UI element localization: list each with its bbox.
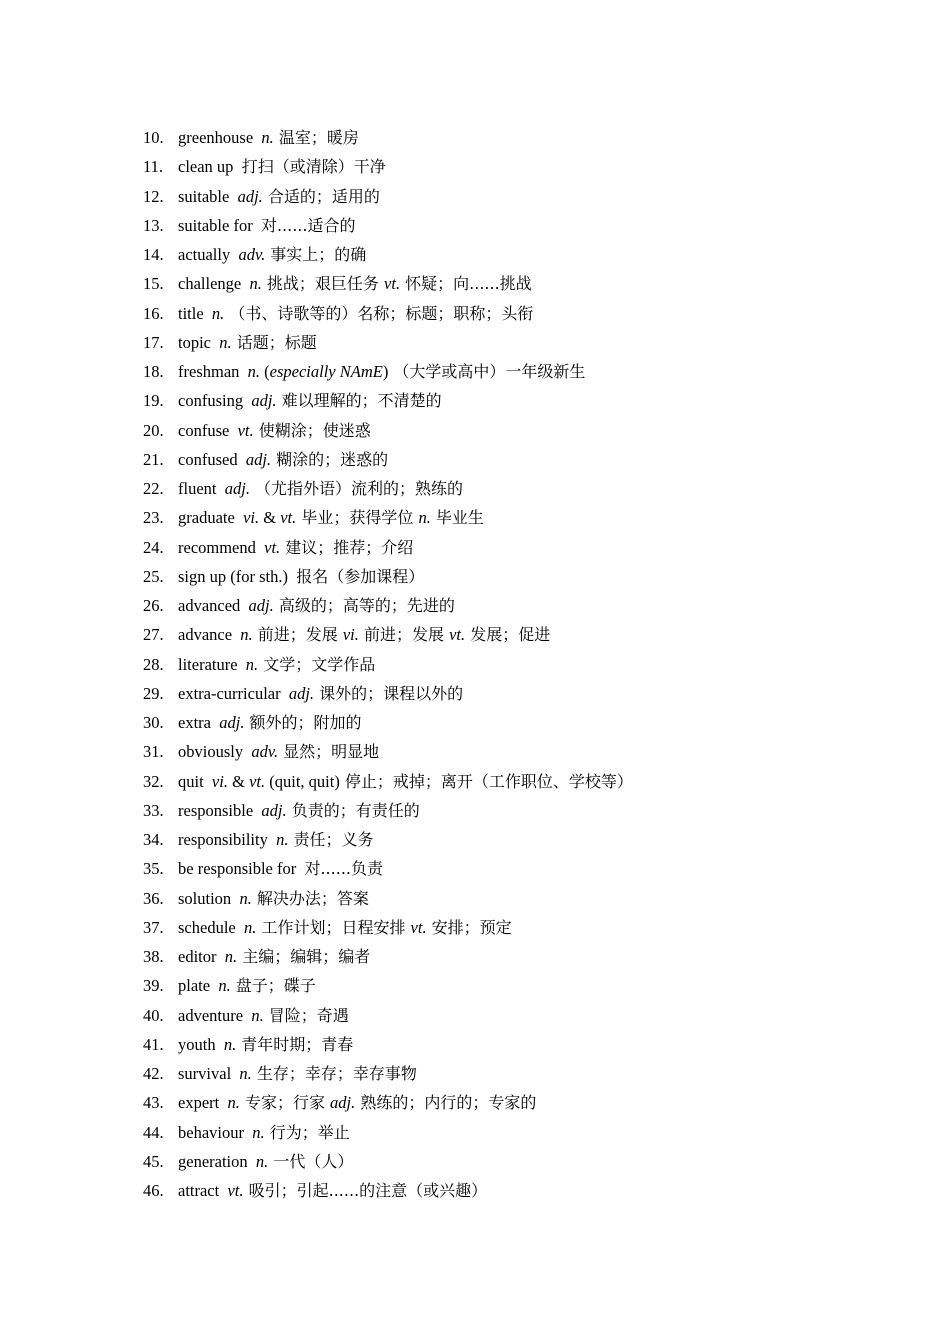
part-of-speech: adj. (245, 449, 272, 469)
entry-definition: 使糊涂；使迷惑 (253, 420, 371, 440)
entry-number: 30. (143, 713, 164, 732)
part-of-speech: n. (243, 917, 257, 937)
vocab-entry (143, 1001, 633, 1030)
part-of-speech: vt. (227, 1181, 244, 1200)
entry-term: quit (178, 771, 212, 791)
entry-number: 26. (143, 596, 164, 615)
entry-number: 31. (143, 742, 164, 762)
entry-definition: 对......负责 (304, 859, 383, 879)
entry-term: greenhouse (178, 128, 262, 147)
entry-term: ) (382, 362, 389, 381)
part-of-speech: n. (255, 1151, 269, 1171)
entry-number: 10. (143, 128, 164, 147)
entry-term: graduate (178, 508, 244, 528)
part-of-speech: especially NAmE (269, 362, 383, 381)
entry-term: responsibility (178, 830, 277, 849)
entry-term: be responsible for (178, 859, 305, 879)
vocab-entry (143, 1118, 633, 1147)
entry-definition: 额外的；附加的 (244, 713, 362, 732)
vocab-entry (143, 1088, 633, 1117)
entry-definition: 停止；戒掉；离开（工作职位、学校等） (339, 771, 633, 791)
entry-term: confuse (178, 420, 238, 440)
entry-definition: 工作计划；日程安排 (256, 917, 411, 937)
entry-definition: 毕业生 (430, 508, 484, 528)
entry-number: 34. (143, 830, 164, 849)
vocab-entry (143, 591, 633, 620)
entry-term: attract (178, 1181, 228, 1200)
part-of-speech: n. (224, 947, 238, 966)
entry-term: expert (178, 1093, 228, 1113)
entry-definition: 显然；明显地 (278, 742, 380, 762)
vocab-entry (143, 854, 633, 883)
entry-number: 29. (143, 683, 164, 703)
entry-definition: 糊涂的；迷惑的 (271, 449, 389, 469)
entry-number: 17. (143, 332, 164, 352)
entry-number: 27. (143, 625, 164, 645)
entry-term: ( (260, 362, 270, 381)
part-of-speech: vt. (449, 625, 466, 645)
entry-term: sign up (for sth.) (178, 566, 297, 586)
entry-term: literature (178, 654, 246, 674)
entry-term: clean up (178, 157, 242, 177)
part-of-speech: vt. (264, 537, 281, 557)
entry-definition: （书、诗歌等的）名称；标题；职称；头衔 (224, 303, 534, 323)
entry-definition: 事实上；的确 (265, 245, 367, 264)
entry-term: actually (178, 245, 239, 264)
entry-term: youth (178, 1034, 224, 1054)
entry-definition: 熟练的；内行的；专家的 (355, 1093, 537, 1113)
part-of-speech: vt. (237, 420, 254, 440)
vocab-entry (143, 650, 633, 679)
entry-definition: 合适的；适用的 (262, 186, 380, 206)
entry-term: topic (178, 332, 220, 352)
entry-number: 19. (143, 391, 164, 411)
entry-definition: 怀疑；向......挑战 (400, 274, 532, 294)
entry-term: extra-curricular (178, 683, 289, 703)
entry-definition: 盘子；碟子 (230, 976, 316, 996)
entry-definition: 生存；幸存；幸存事物 (251, 1064, 417, 1083)
part-of-speech: vi. (211, 771, 228, 791)
part-of-speech: adj. (330, 1093, 356, 1113)
entry-term: freshman (178, 362, 248, 381)
entry-term: extra (178, 713, 220, 732)
vocab-entry (143, 211, 633, 240)
entry-definition: 安排；预定 (426, 917, 512, 937)
entry-term: survival (178, 1064, 240, 1083)
vocab-entry (143, 328, 633, 357)
entry-number: 24. (143, 537, 164, 557)
vocab-entry (143, 503, 633, 532)
vocab-entry (143, 386, 633, 415)
vocab-entry (143, 884, 633, 913)
part-of-speech: adj. (248, 596, 274, 615)
part-of-speech: adj. (237, 186, 263, 206)
part-of-speech: n. (211, 303, 225, 323)
part-of-speech: n. (219, 332, 232, 352)
part-of-speech: n. (251, 1005, 264, 1025)
part-of-speech: adj. (251, 391, 277, 411)
part-of-speech: n. (223, 1034, 237, 1054)
vocab-entry (143, 269, 633, 298)
vocab-entry (143, 562, 633, 591)
part-of-speech: vi. (342, 625, 359, 645)
entry-number: 45. (143, 1151, 164, 1171)
entry-number: 38. (143, 947, 164, 966)
vocab-entry (143, 620, 633, 649)
part-of-speech: n. (240, 625, 253, 645)
entry-term: editor (178, 947, 225, 966)
vocab-entry (143, 299, 633, 328)
entry-term: solution (178, 888, 240, 908)
vocab-entry (143, 942, 633, 971)
entry-term: adventure (178, 1005, 252, 1025)
entry-definition: 一代（人） (268, 1151, 354, 1171)
vocab-entry (143, 737, 633, 766)
entry-term: recommend (178, 537, 265, 557)
entry-number: 43. (143, 1093, 164, 1113)
entry-term: suitable for (178, 215, 261, 235)
entry-term: advance (178, 625, 241, 645)
entry-term: behaviour (178, 1122, 253, 1142)
part-of-speech: adv. (251, 742, 279, 762)
entry-term: confused (178, 449, 246, 469)
vocab-entry (143, 416, 633, 445)
entry-number: 16. (143, 303, 164, 323)
vocab-entry (143, 445, 633, 474)
entry-number: 14. (143, 245, 164, 264)
entry-number: 25. (143, 566, 164, 586)
part-of-speech: n. (249, 274, 262, 294)
entry-definition: 毕业；获得学位 (296, 508, 419, 528)
entry-definition: 前进；发展 (358, 625, 450, 645)
entry-term: fluent (178, 479, 225, 498)
entry-number: 18. (143, 362, 164, 381)
entry-term: (quit, quit) (265, 771, 340, 791)
entry-definition: 解决办法；答案 (251, 888, 369, 908)
entry-definition: 冒险；奇遇 (263, 1005, 349, 1025)
entry-definition: 专家；行家 (239, 1093, 331, 1113)
entry-definition: 难以理解的；不清楚的 (276, 391, 442, 411)
entry-definition: 责任；义务 (288, 830, 374, 849)
part-of-speech: n. (227, 1093, 240, 1113)
part-of-speech: n. (218, 976, 231, 996)
entry-term: plate (178, 976, 219, 996)
vocab-entry (143, 357, 633, 386)
entry-number: 12. (143, 186, 164, 206)
vocab-entry (143, 474, 633, 503)
vocab-entry (143, 533, 633, 562)
part-of-speech: n. (276, 830, 289, 849)
part-of-speech: n. (252, 1122, 265, 1142)
entry-number: 46. (143, 1181, 164, 1200)
entry-number: 42. (143, 1064, 164, 1083)
entry-number: 33. (143, 800, 164, 820)
entry-number: 44. (143, 1122, 164, 1142)
entry-definition: 话题；标题 (231, 332, 317, 352)
entry-definition: （尤指外语）流利的；熟练的 (249, 479, 464, 498)
entry-term: challenge (178, 274, 250, 294)
part-of-speech: n. (261, 128, 274, 147)
vocab-entry (143, 825, 633, 854)
entry-number: 15. (143, 274, 164, 294)
vocab-entry (143, 1059, 633, 1088)
part-of-speech: adv. (238, 245, 266, 264)
vocab-entry (143, 971, 633, 1000)
part-of-speech: vt. (280, 508, 297, 528)
vocab-entry (143, 1030, 633, 1059)
vocab-entry (143, 796, 633, 825)
entry-definition: 打扫（或清除）干净 (241, 157, 386, 177)
entry-number: 41. (143, 1034, 164, 1054)
entry-term: responsible (178, 800, 262, 820)
part-of-speech: n. (239, 1064, 252, 1083)
vocab-entry (143, 708, 633, 737)
entry-number: 37. (143, 917, 164, 937)
entry-definition: 课外的；课程以外的 (314, 683, 464, 703)
entry-definition: 青年时期；青春 (236, 1034, 354, 1054)
part-of-speech: vt. (384, 274, 401, 294)
entry-definition: 高级的；高等的；先进的 (273, 596, 455, 615)
part-of-speech: n. (418, 508, 431, 528)
vocab-entry (143, 913, 633, 942)
entry-number: 21. (143, 449, 164, 469)
entry-number: 32. (143, 771, 164, 791)
vocabulary-list (143, 123, 633, 1205)
entry-definition: 挑战；艰巨任务 (261, 274, 385, 294)
entry-number: 40. (143, 1005, 164, 1025)
vocab-entry (143, 679, 633, 708)
entry-number: 23. (143, 508, 164, 528)
entry-number: 22. (143, 479, 164, 498)
entry-number: 13. (143, 215, 164, 235)
entry-term: advanced (178, 596, 249, 615)
entry-definition: 吸引；引起......的注意（或兴趣） (243, 1181, 488, 1200)
vocab-entry (143, 240, 633, 269)
entry-number: 11. (143, 157, 164, 177)
entry-term: & (227, 771, 250, 791)
part-of-speech: vt. (249, 771, 266, 791)
part-of-speech: n. (239, 888, 252, 908)
entry-definition: （大学或高中）一年级新生 (388, 362, 586, 381)
entry-definition: 文学；文学作品 (258, 654, 376, 674)
part-of-speech: vi. (243, 508, 260, 528)
entry-number: 36. (143, 888, 164, 908)
part-of-speech: adj. (288, 683, 315, 703)
part-of-speech: vt. (410, 917, 427, 937)
entry-number: 39. (143, 976, 164, 996)
part-of-speech: n. (247, 362, 261, 381)
entry-term: title (178, 303, 212, 323)
part-of-speech: n. (245, 654, 259, 674)
entry-term: generation (178, 1151, 256, 1171)
vocab-entry (143, 152, 633, 181)
entry-term: confusing (178, 391, 252, 411)
vocab-entry (143, 767, 633, 796)
part-of-speech: adj. (219, 713, 245, 732)
vocab-entry (143, 182, 633, 211)
vocab-entry (143, 123, 633, 152)
part-of-speech: adj. (224, 479, 250, 498)
entry-definition: 前进；发展 (252, 625, 343, 645)
entry-definition: 对......适合的 (260, 215, 356, 235)
entry-definition: 报名（参加课程） (296, 566, 425, 586)
entry-term: obviously (178, 742, 252, 762)
entry-definition: 建议；推荐；介绍 (280, 537, 414, 557)
vocab-entry (143, 1147, 633, 1176)
vocab-entry (143, 1176, 633, 1205)
entry-definition: 行为；举止 (264, 1122, 350, 1142)
entry-definition: 发展；促进 (465, 625, 551, 645)
entry-number: 28. (143, 654, 164, 674)
entry-term: & (259, 508, 281, 528)
entry-number: 20. (143, 420, 164, 440)
entry-definition: 主编；编辑；编者 (237, 947, 371, 966)
entry-number: 35. (143, 859, 164, 879)
entry-term: suitable (178, 186, 238, 206)
entry-definition: 温室；暖房 (273, 128, 359, 147)
part-of-speech: adj. (261, 800, 287, 820)
entry-definition: 负责的；有责任的 (286, 800, 420, 820)
entry-term: schedule (178, 917, 244, 937)
